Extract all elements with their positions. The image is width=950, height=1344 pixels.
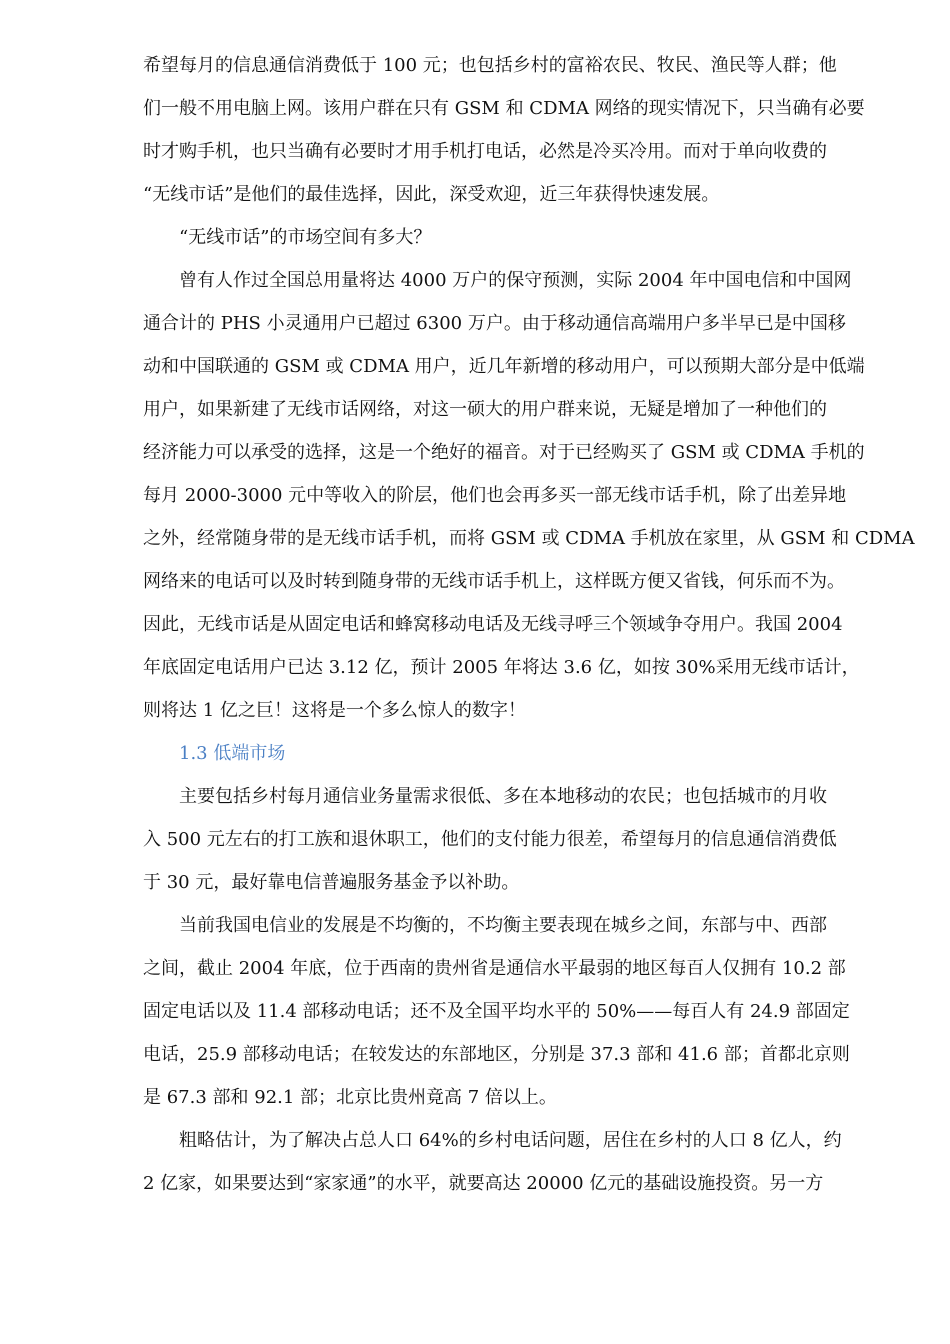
text-line-22: 之间，截止 2004 年底，位于西南的贵州省是通信水平最弱的地区每百人仅拥有 10.2 部	[143, 958, 846, 979]
text-line-18: 主要包括乡村每月通信业务量需求很低、多在本地移动的农民；也包括城市的月收	[179, 786, 827, 807]
text-line-6: 曾有人作过全国总用量将达 4000 万户的保守预测，实际 2004 年中国电信和中国网	[179, 270, 852, 291]
text-line-12: 之外，经常随身带的是无线市话手机，而将 GSM 或 CDMA 手机放在家里，从 GSM 和 CDMA	[143, 528, 915, 549]
text-line-7: 通合计的 PHS 小灵通用户已超过 6300 万户。由于移动通信高端用户多半早已是中国移	[143, 313, 846, 334]
text-line-24: 电话，25.9 部移动电话；在较发达的东部地区，分别是 37.3 部和 41.6 部；首都北京则	[143, 1044, 850, 1065]
text-line-13: 网络来的电话可以及时转到随身带的无线市话手机上，这样既方便又省钱，何乐而不为。	[143, 571, 845, 592]
text-line-14: 因此，无线市话是从固定电话和蜂窝移动电话及无线寻呼三个领域争夺用户。我国 2004	[143, 614, 843, 635]
text-line-21: 当前我国电信业的发展是不均衡的，不均衡主要表现在城乡之间，东部与中、西部	[179, 915, 827, 936]
text-line-8: 动和中国联通的 GSM 或 CDMA 用户，近几年新增的移动用户，可以预期大部分是中低端	[143, 356, 865, 377]
text-line-1: 希望每月的信息通信消费低于 100 元；也包括乡村的富裕农民、牧民、渔民等人群；他	[143, 55, 837, 76]
text-line-23: 固定电话以及 11.4 部移动电话；还不及全国平均水平的 50%——每百人有 24.9 部固定	[143, 1001, 850, 1022]
text-line-3: 时才购手机，也只当确有必要时才用手机打电话，必然是冷买冷用。而对于单向收费的	[143, 141, 827, 162]
text-line-15: 年底固定电话用户已达 3.12 亿，预计 2005 年将达 3.6 亿，如按 30%采用无线市话计，	[143, 657, 860, 678]
text-line-19: 入 500 元左右的打工族和退休职工，他们的支付能力很差，希望每月的信息通信消费低	[143, 829, 837, 850]
text-line-25: 是 67.3 部和 92.1 部；北京比贵州竟高 7 倍以上。	[143, 1087, 557, 1108]
text-line-27: 2 亿家，如果要达到“家家通”的水平，就要高达 20000 亿元的基础设施投资。另一方	[143, 1173, 824, 1194]
section-question: “无线市话”的市场空间有多大？	[179, 227, 432, 248]
text-line-9: 用户，如果新建了无线市话网络，对这一硕大的用户群来说，无疑是增加了一种他们的	[143, 399, 827, 420]
text-line-11: 每月 2000-3000 元中等收入的阶层，他们也会再多买一部无线市话手机，除了出差异地	[143, 485, 847, 506]
document-body	[143, 44, 915, 1205]
text-line-26: 粗略估计，为了解决占总人口 64%的乡村电话问题，居住在乡村的人口 8 亿人，约	[179, 1130, 842, 1151]
text-line-16: 则将达 1 亿之巨！这将是一个多么惊人的数字！	[143, 700, 526, 721]
text-line-4: “无线市话”是他们的最佳选择，因此，深受欢迎，近三年获得快速发展。	[143, 184, 720, 205]
section-heading-low-end-market: 1.3 低端市场	[179, 743, 286, 764]
text-line-20: 于 30 元，最好靠电信普遍服务基金予以补助。	[143, 872, 520, 893]
text-line-10: 经济能力可以承受的选择，这是一个绝好的福音。对于已经购买了 GSM 或 CDMA 手机的	[143, 442, 865, 463]
text-line-2: 们一般不用电脑上网。该用户群在只有 GSM 和 CDMA 网络的现实情况下，只当确有必要	[143, 98, 865, 119]
